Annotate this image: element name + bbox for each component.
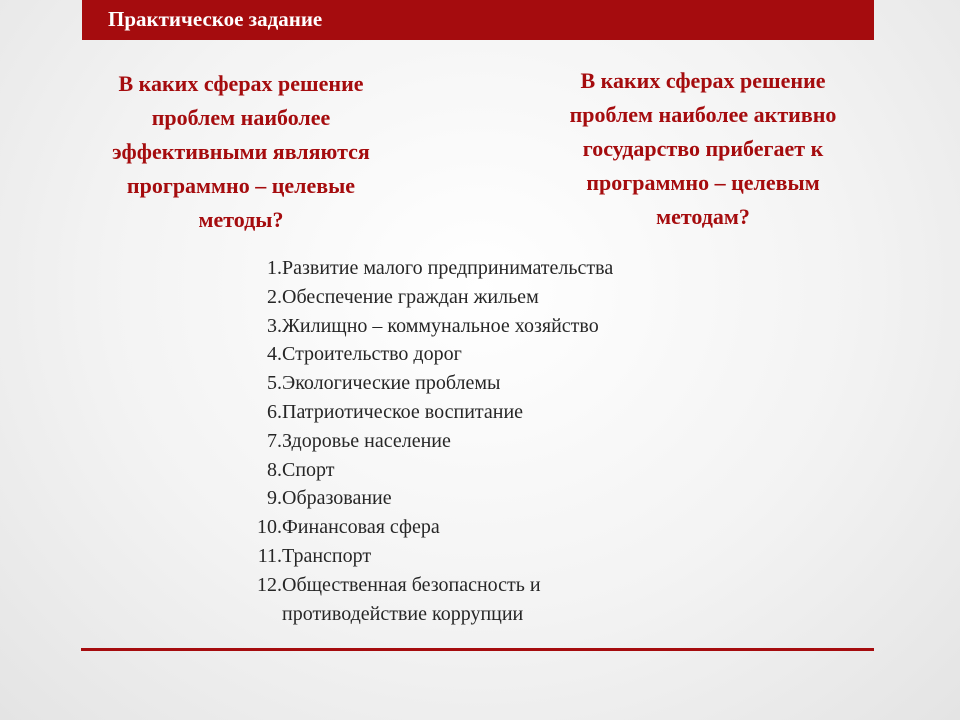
list-item xyxy=(230,340,750,369)
item-number: 9. xyxy=(267,487,282,510)
item-text: Жилищно – коммунальное хозяйство xyxy=(282,314,599,337)
list-item xyxy=(230,571,750,629)
item-text: Строительство дорог xyxy=(282,343,462,366)
item-text: Транспорт xyxy=(282,544,372,567)
sphere-list xyxy=(230,254,750,628)
item-text: Здоровье население xyxy=(282,429,451,452)
item-number: 4. xyxy=(267,343,282,366)
item-text: Патриотическое воспитание xyxy=(282,400,524,423)
list-item xyxy=(230,456,750,485)
question-left: В каких сферах решение проблем наиболее эффективными являются программно – целевые методы? xyxy=(112,71,370,232)
item-number: 1. xyxy=(267,257,282,279)
list-item xyxy=(230,513,750,542)
slide-title: Практическое задание xyxy=(108,7,323,31)
item-text: Развитие малого предпринимательства xyxy=(282,257,614,279)
item-text: Экологические проблемы xyxy=(282,372,501,395)
list-item xyxy=(230,369,750,398)
list-item xyxy=(230,427,750,456)
item-number: 10. xyxy=(257,516,282,539)
item-number: 8. xyxy=(267,458,282,481)
item-number: 6. xyxy=(267,400,282,423)
list-item xyxy=(230,484,750,513)
item-number: 2. xyxy=(267,285,282,308)
item-text: Спорт xyxy=(282,458,335,481)
list-item xyxy=(230,542,750,571)
item-text: Общественная безопасность и противодействие коррупции xyxy=(282,573,541,625)
question-right: В каких сферах решение проблем наиболее активно государство прибегает к программно – целевым методам? xyxy=(569,68,837,229)
footer-divider xyxy=(81,648,874,651)
item-text: Образование xyxy=(282,487,392,510)
list-item xyxy=(230,312,750,341)
list-item xyxy=(230,254,750,283)
item-number: 7. xyxy=(267,429,282,452)
item-number: 5. xyxy=(267,372,282,395)
item-number: 3. xyxy=(267,314,282,337)
item-text: Финансовая сфера xyxy=(282,516,440,539)
list-item xyxy=(230,283,750,312)
header-bar xyxy=(82,0,874,40)
list-item xyxy=(230,398,750,427)
item-text: Обеспечение граждан жильем xyxy=(282,285,539,308)
item-number: 12. xyxy=(257,573,282,596)
item-number: 11. xyxy=(257,544,282,567)
